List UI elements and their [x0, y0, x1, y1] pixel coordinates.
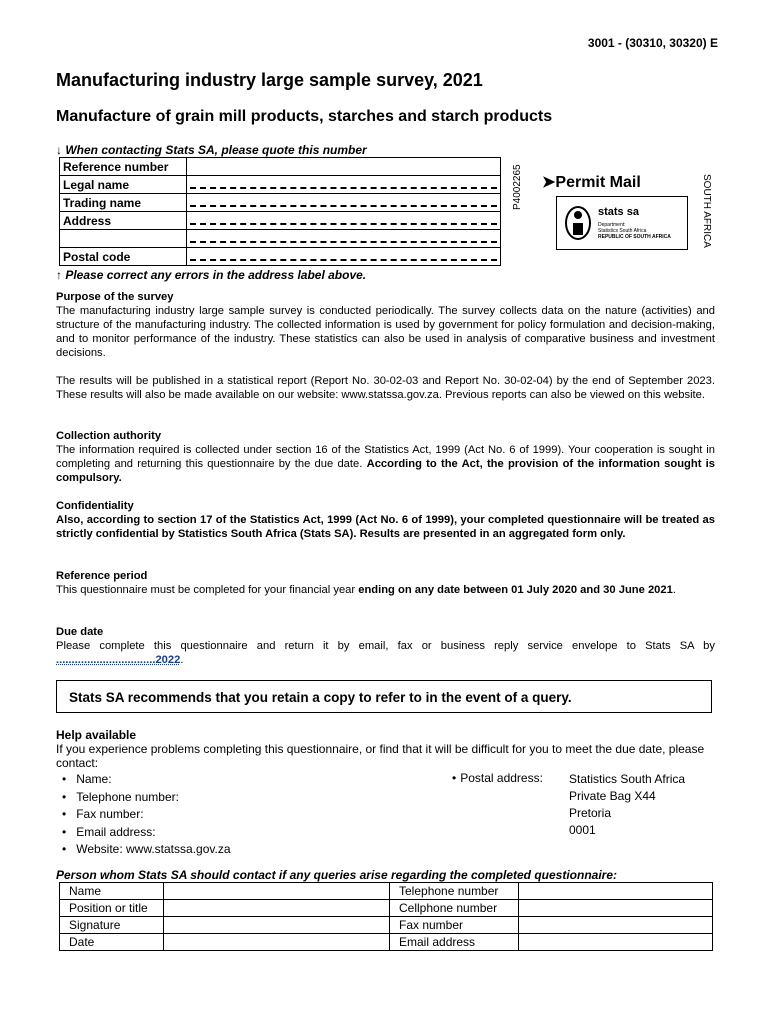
correct-note: ↑ Please correct any errors in the address label above.: [56, 268, 367, 282]
statssa-name: stats sa: [598, 206, 639, 218]
position-field[interactable]: [164, 900, 390, 917]
purpose-text-1: The manufacturing industry large sample survey is conducted periodically. The survey collects data on the nature (activities) and structure of the manufacturing industry. The collected information is used by government for policy formulation and decision-making, and to monitor performance of the industry. These statistics can also be used in analysis of comparative business and investment decisions.: [56, 305, 715, 359]
postal-code-label: Postal code: [60, 248, 187, 266]
date-field[interactable]: [164, 934, 390, 951]
signature-label: Signature: [60, 917, 164, 934]
coat-of-arms-icon: [563, 203, 593, 243]
address-field-2[interactable]: [187, 230, 501, 248]
authority-section: [56, 429, 715, 485]
address-label: Address: [60, 212, 187, 230]
table-row: [60, 883, 713, 900]
period-section: [56, 569, 715, 597]
date-label: Date: [60, 934, 164, 951]
contact-person-note: Person whom Stats SA should contact if any queries arise regarding the completed questionnaire:: [56, 868, 618, 882]
quote-note: ↓ When contacting Stats SA, please quote this number: [56, 143, 367, 157]
reference-number-field[interactable]: [187, 158, 501, 176]
address-field[interactable]: [187, 212, 501, 230]
permit-arrow-icon: ➤: [542, 174, 556, 191]
purpose-heading: Purpose of the survey: [56, 291, 174, 303]
due-text: Please complete this questionnaire and return it by email, fax or business reply service envelope to Stats SA by ................................2022.: [56, 640, 715, 666]
postal-address-label: • Postal address:: [452, 771, 543, 785]
purpose-section: [56, 290, 715, 402]
list-item: • Website: www.statssa.gov.za: [62, 841, 231, 859]
period-heading: Reference period: [56, 570, 148, 582]
cellphone-field[interactable]: [519, 900, 713, 917]
cellphone-label: Cellphone number: [390, 900, 519, 917]
reference-number-label: Reference number: [60, 158, 187, 176]
legal-name-field[interactable]: [187, 176, 501, 194]
email-label: Email address: [390, 934, 519, 951]
page-subtitle: Manufacture of grain mill products, starches and starch products: [56, 108, 553, 125]
position-label: Position or title: [60, 900, 164, 917]
period-text: This questionnaire must be completed for your financial year ending on any date between 01 July 2020 and 30 June 2021.: [56, 584, 676, 596]
reference-table: [59, 157, 501, 266]
page-title: Manufacturing industry large sample survey, 2021: [56, 70, 483, 90]
due-date-field[interactable]: ................................2022: [56, 654, 181, 666]
legal-name-label: Legal name: [60, 176, 187, 194]
table-row: [60, 917, 713, 934]
address-label-2: [60, 230, 187, 248]
confidentiality-text: Also, according to section 17 of the Statistics Act, 1999 (Act No. 6 of 1999), your completed questionnaire will be treated as strictly confidential by Statistics South Africa (Stats SA). Results are presented in an aggregated form only.: [56, 514, 715, 540]
postal-code-field[interactable]: [187, 248, 501, 266]
permit-number: P4002265: [512, 164, 523, 210]
signature-field[interactable]: [164, 917, 390, 934]
contact-person-table: [59, 882, 713, 951]
list-item: • Telephone number:: [62, 789, 231, 807]
postal-address: Statistics South Africa Private Bag X44 Pretoria 0001: [569, 772, 686, 837]
permit-mail-stamp: [512, 164, 722, 260]
email-field[interactable]: [519, 934, 713, 951]
due-section: [56, 625, 715, 667]
permit-title: ➤Permit Mail: [542, 174, 641, 191]
due-heading: Due date: [56, 626, 104, 638]
telephone-field[interactable]: [519, 883, 713, 900]
name-field[interactable]: [164, 883, 390, 900]
permit-country: SOUTH AFRICA: [701, 174, 712, 248]
trading-name-label: Trading name: [60, 194, 187, 212]
authority-heading: Collection authority: [56, 430, 162, 442]
help-text: If you experience problems completing this questionnaire, or find that it will be difficult for you to meet the due date, please contact:: [56, 742, 705, 770]
authority-text: The information required is collected under section 16 of the Statistics Act, 1999 (Act No. 6 of 1999). Your cooperation is sought in completing and returning this questionnaire by the due date. According to the Act, the provision of the information sought is compulsory.: [56, 444, 716, 484]
telephone-label: Telephone number: [390, 883, 519, 900]
help-heading: Help available: [56, 728, 137, 742]
list-item: • Name:: [62, 771, 231, 789]
recommend-box: Stats SA recommends that you retain a copy to refer to in the event of a query.: [56, 680, 712, 713]
help-contact-list: [62, 771, 231, 859]
confidentiality-heading: Confidentiality: [56, 500, 134, 512]
trading-name-field[interactable]: [187, 194, 501, 212]
purpose-text-2: The results will be published in a statistical report (Report No. 30-02-03 and Report No. 30-02-04) by the end of September 2023. These results will also be made available on our website: www.statssa.gov.za. Previous reports can also be viewed on this website.: [56, 375, 715, 401]
list-item: • Fax number:: [62, 806, 231, 824]
form-code: 3001 - (30310, 30320) E: [587, 36, 718, 50]
help-section: [56, 728, 715, 770]
table-row: [60, 900, 713, 917]
fax-field[interactable]: [519, 917, 713, 934]
list-item: • Email address:: [62, 824, 231, 842]
confidentiality-section: [56, 499, 715, 541]
statssa-dept: Department: Statistics South Africa REPUBLIC OF SOUTH AFRICA: [598, 222, 671, 240]
fax-label: Fax number: [390, 917, 519, 934]
name-label: Name: [60, 883, 164, 900]
table-row: [60, 934, 713, 951]
